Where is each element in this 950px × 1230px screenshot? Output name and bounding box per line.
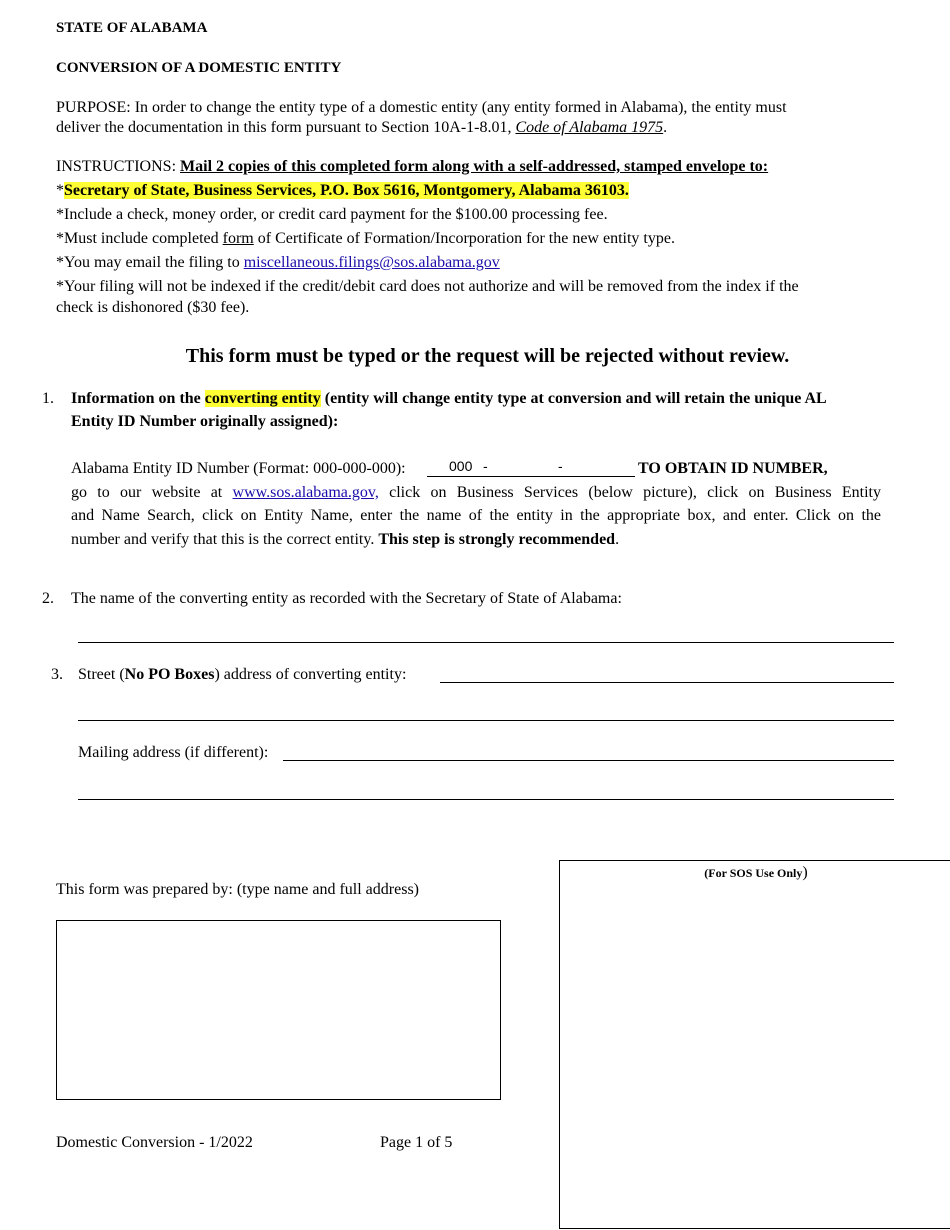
section-1-heading <box>71 390 827 408</box>
form-title: CONVERSION OF A DOMESTIC ENTITY <box>56 60 342 76</box>
purpose-period: . <box>663 119 668 136</box>
search-instruction: and Name Search, click on Entity Name, enter the name of the entity in the appropriate box, and enter. Click on the <box>71 507 881 524</box>
entity-name-field[interactable] <box>78 642 894 643</box>
section-2-number: 2. <box>42 590 54 607</box>
obtain-id-heading: TO OBTAIN ID NUMBER, <box>638 460 828 477</box>
verify-bold: This step is strongly recommended <box>378 531 616 548</box>
purpose-line-2 <box>56 119 667 137</box>
instructions-line <box>56 158 768 176</box>
prepared-by-label: This form was prepared by: (type name and full address) <box>56 881 419 898</box>
email-pre: *You may email the filing to <box>56 254 244 271</box>
page-number: Page 1 of 5 <box>380 1134 453 1151</box>
street-address-field-2[interactable] <box>78 720 894 721</box>
mailing-address-label: Mailing address (if different): <box>78 744 269 761</box>
entity-id-dash-2: - <box>558 458 563 474</box>
section-3-pre: Street ( <box>78 666 125 683</box>
fee-instruction: *Include a check, money order, or credit card payment for the $100.00 processing fee. <box>56 206 608 223</box>
website-pre: go to our website at <box>71 484 233 501</box>
mailing-address-field-2[interactable] <box>78 799 894 800</box>
sos-use-text: (For SOS Use Only <box>704 866 803 880</box>
form-instruction-post: of Certificate of Formation/Incorporation for the new entity type. <box>253 230 675 247</box>
verify-instruction <box>71 531 619 549</box>
mailing-address-field[interactable] <box>283 760 894 761</box>
section-2-label: The name of the converting entity as recorded with the Secretary of State of Alabama: <box>71 590 622 607</box>
website-instruction <box>71 484 881 502</box>
form-instruction-pre: *Must include completed <box>56 230 223 247</box>
converting-entity-highlight: converting entity <box>204 390 321 407</box>
entity-id-label: Alabama Entity ID Number (Format: 000-000-000): <box>71 460 406 477</box>
footer-form-id: Domestic Conversion - 1/2022 <box>56 1134 253 1151</box>
index-instruction-2: check is dishonored ($30 fee). <box>56 299 250 316</box>
street-address-field[interactable] <box>440 682 894 683</box>
state-heading: STATE OF ALABAMA <box>56 20 208 36</box>
section-3-post: ) address of converting entity: <box>214 666 407 683</box>
sos-use-box <box>559 860 950 1229</box>
index-instruction-1: *Your filing will not be indexed if the credit/debit card does not authorize and will be removed from the index if the <box>56 278 799 295</box>
email-instruction <box>56 254 500 272</box>
purpose-line-1: PURPOSE: In order to change the entity type of a domestic entity (any entity formed in Alabama), the entity must <box>56 99 787 116</box>
verify-period: . <box>615 531 620 548</box>
verify-pre: number and verify that this is the correct entity. <box>71 531 379 548</box>
purpose-text: deliver the documentation in this form pursuant to Section 10A-1-8.01, <box>56 119 516 136</box>
typed-warning: This form must be typed or the request will be rejected without review. <box>185 345 790 367</box>
instructions-label: INSTRUCTIONS: <box>56 158 181 175</box>
website-post: click on Business Services (below picture), click on Business Entity <box>378 484 881 501</box>
form-instruction <box>56 230 675 248</box>
no-po-boxes: No PO Boxes <box>124 666 215 683</box>
address-star: * <box>56 182 64 199</box>
entity-id-value: 000 <box>449 458 473 474</box>
entity-id-dash-1: - <box>483 458 488 474</box>
sos-use-paren: ) <box>802 864 808 881</box>
website-link[interactable]: www.sos.alabama.gov, <box>232 484 379 501</box>
entity-id-field[interactable] <box>427 458 635 477</box>
mail-instruction: Mail 2 copies of this completed form along with a self-addressed, stamped envelope to: <box>180 158 769 175</box>
code-reference: Code of Alabama 1975 <box>515 119 664 136</box>
section-1-number: 1. <box>42 390 54 407</box>
email-link[interactable]: miscellaneous.filings@sos.alabama.gov <box>243 254 500 271</box>
section-3-label <box>78 666 406 684</box>
sos-use-label <box>560 864 950 882</box>
section-1-post: (entity will change entity type at conversion and will retain the unique AL <box>320 390 827 407</box>
address-line <box>56 182 629 200</box>
section-1-pre: Information on the <box>71 390 205 407</box>
prepared-by-box[interactable] <box>56 920 501 1100</box>
section-1-heading-2: Entity ID Number originally assigned): <box>71 413 339 430</box>
form-word: form <box>222 230 254 247</box>
section-3-number: 3. <box>51 666 63 683</box>
mailing-address-highlight: Secretary of State, Business Services, P.O. Box 5616, Montgomery, Alabama 36103. <box>64 182 629 199</box>
